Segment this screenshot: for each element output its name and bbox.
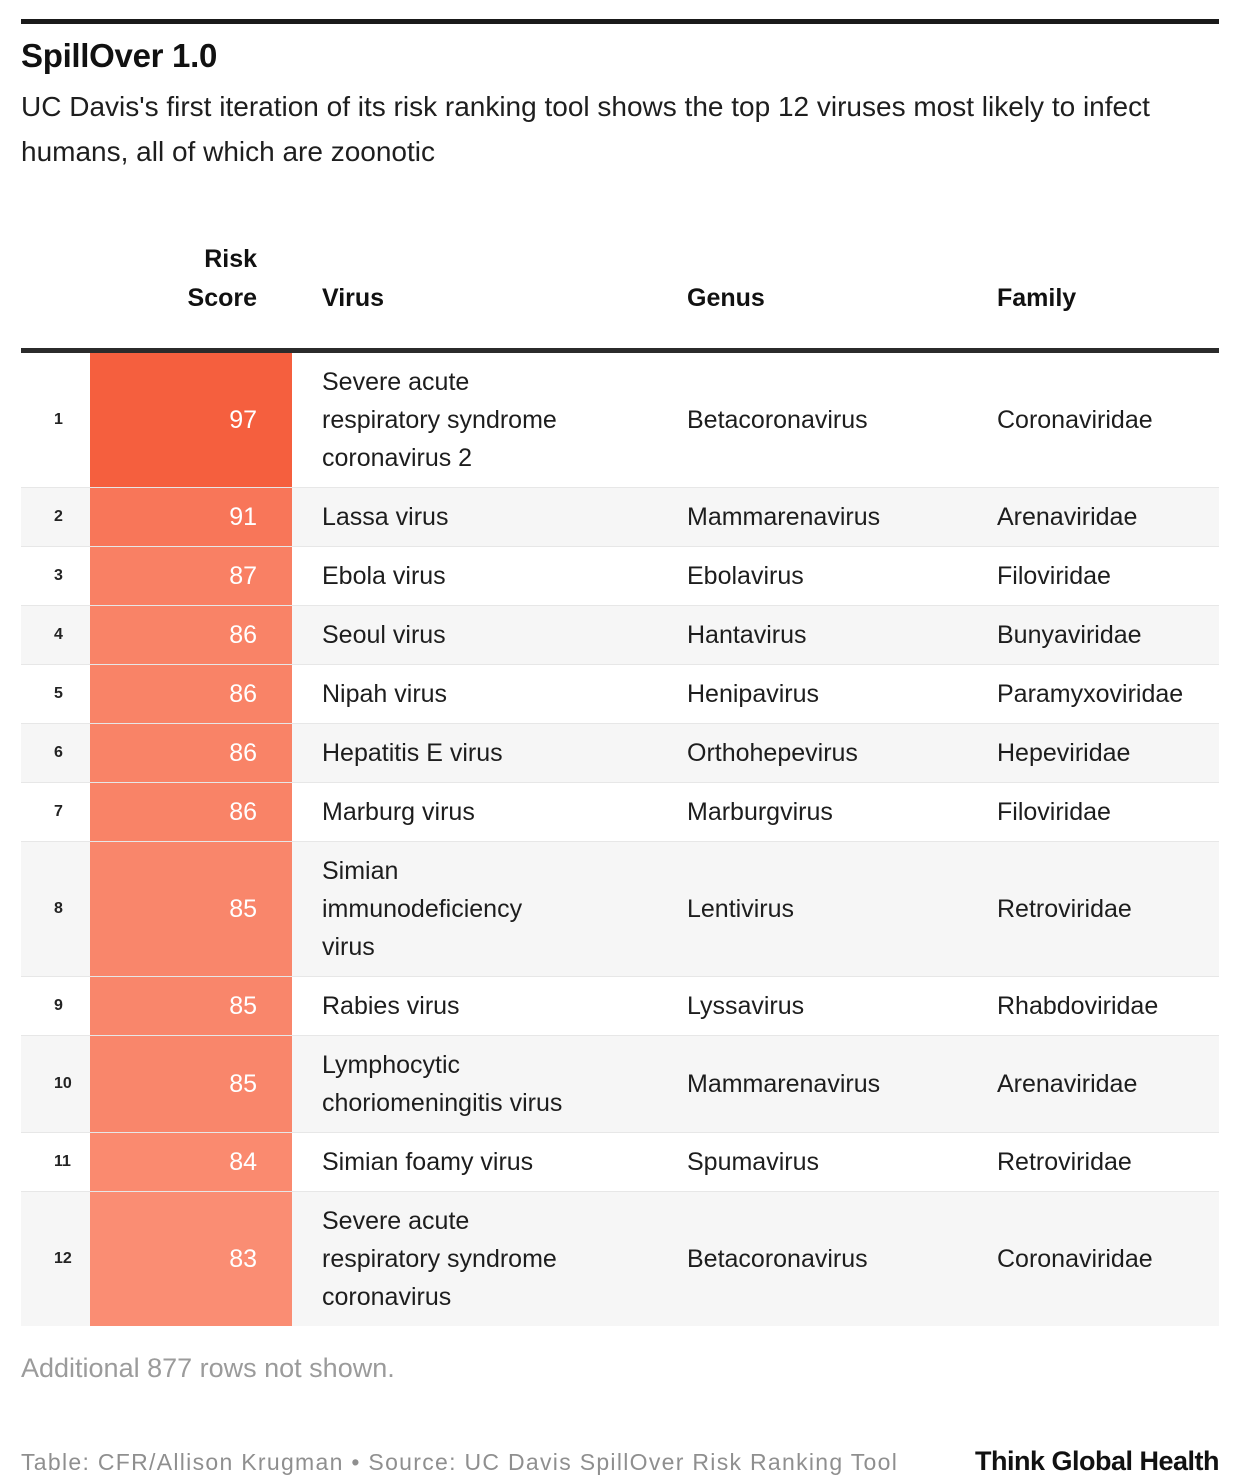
rank-label: 7: [21, 783, 90, 842]
virus-cell: [292, 665, 657, 724]
rank-label: 11: [21, 1133, 90, 1192]
table-row: [21, 724, 1219, 783]
genus-name: Marburgvirus: [657, 783, 967, 842]
score-value: 85: [229, 1070, 257, 1098]
credit-row: [21, 1446, 1219, 1477]
score-value: 87: [229, 562, 257, 590]
page-title: SpillOver 1.0: [21, 37, 218, 74]
score-bar: [90, 842, 292, 977]
infographic-canvas: [0, 19, 1240, 1475]
rank-label: 4: [21, 606, 90, 665]
family-name: Arenaviridae: [967, 488, 1219, 547]
table-row: [21, 1192, 1219, 1327]
virus-cell: [292, 351, 657, 488]
genus-name: Spumavirus: [657, 1133, 967, 1192]
table-row: [21, 1036, 1219, 1133]
rank-label: 2: [21, 488, 90, 547]
column-header-family: Family: [967, 240, 1219, 351]
family-name: Filoviridae: [967, 783, 1219, 842]
genus-name: Ebolavirus: [657, 547, 967, 606]
source-credit: Table: CFR/Allison Krugman • Source: UC Davis SpillOver Risk Ranking Tool: [21, 1449, 899, 1475]
score-value: 84: [229, 1148, 257, 1176]
virus-cell: [292, 1036, 657, 1133]
table-body: [21, 351, 1219, 1327]
family-name: Hepeviridae: [967, 724, 1219, 783]
risk-score-header-line2: Score: [187, 284, 257, 312]
table-row: [21, 977, 1219, 1036]
genus-name: Henipavirus: [657, 665, 967, 724]
virus-name: Simian foamy virus: [322, 1148, 534, 1176]
column-header-virus: Virus: [292, 240, 657, 351]
virus-name: Rabies virus: [322, 992, 460, 1020]
rank-label: 10: [21, 1036, 90, 1133]
additional-rows-note: Additional 877 rows not shown.: [21, 1353, 395, 1383]
virus-cell: [292, 977, 657, 1036]
table-row: [21, 488, 1219, 547]
rank-label: 9: [21, 977, 90, 1036]
score-value: 86: [229, 680, 257, 708]
virus-name: Ebola virus: [322, 562, 446, 590]
score-bar: [90, 1036, 292, 1133]
table-header-row: [21, 240, 1219, 351]
family-name: Retroviridae: [967, 1133, 1219, 1192]
virus-ranking-table: [21, 240, 1219, 1326]
genus-name: Mammarenavirus: [657, 1036, 967, 1133]
rank-label: 6: [21, 724, 90, 783]
family-name: Bunyaviridae: [967, 606, 1219, 665]
column-header-genus: Genus: [657, 240, 967, 351]
top-rule: [21, 19, 1219, 24]
table-row: [21, 842, 1219, 977]
score-value: 85: [229, 992, 257, 1020]
genus-name: Mammarenavirus: [657, 488, 967, 547]
score-value: 83: [229, 1245, 257, 1273]
rank-label: 12: [21, 1192, 90, 1327]
virus-cell: [292, 724, 657, 783]
genus-name: Lentivirus: [657, 842, 967, 977]
table-row: [21, 606, 1219, 665]
genus-name: Hantavirus: [657, 606, 967, 665]
score-value: 86: [229, 739, 257, 767]
score-bar: [90, 547, 292, 606]
table-header: [21, 240, 1219, 351]
genus-name: Betacoronavirus: [657, 1192, 967, 1327]
virus-name: Lymphocytic choriomeningitis virus: [322, 1051, 563, 1117]
virus-cell: [292, 1192, 657, 1327]
family-name: Arenaviridae: [967, 1036, 1219, 1133]
virus-cell: [292, 547, 657, 606]
score-bar: [90, 351, 292, 488]
score-value: 97: [229, 406, 257, 434]
virus-cell: [292, 783, 657, 842]
genus-name: Lyssavirus: [657, 977, 967, 1036]
rank-label: 1: [54, 411, 63, 428]
table-row: [21, 665, 1219, 724]
rank-label: 8: [21, 842, 90, 977]
virus-cell: [292, 1133, 657, 1192]
virus-name: Lassa virus: [322, 503, 449, 531]
virus-cell: [292, 606, 657, 665]
risk-score-header-line1: Risk: [204, 245, 257, 273]
virus-name: Marburg virus: [322, 798, 475, 826]
table-row: [21, 1133, 1219, 1192]
family-name: Filoviridae: [967, 547, 1219, 606]
score-bar: [90, 724, 292, 783]
score-bar: [90, 783, 292, 842]
score-bar: [90, 1192, 292, 1327]
family-name: Rhabdoviridae: [967, 977, 1219, 1036]
virus-cell: [292, 488, 657, 547]
virus-name: Severe acute respiratory syndrome coronavirus 2: [322, 368, 557, 472]
score-value: 91: [229, 503, 257, 531]
column-header-rank: [21, 240, 90, 351]
family-name: Paramyxoviridae: [967, 665, 1219, 724]
score-value: 85: [229, 895, 257, 923]
score-value: 86: [229, 621, 257, 649]
score-value: 86: [229, 798, 257, 826]
virus-name: Nipah virus: [322, 680, 448, 708]
virus-name: Seoul virus: [322, 621, 446, 649]
virus-cell: [292, 842, 657, 977]
column-header-risk-score: [90, 240, 292, 351]
table-row: [21, 351, 1219, 488]
virus-name: Simian immunodeficiency virus: [322, 857, 523, 961]
table-row: [21, 783, 1219, 842]
family-name: Coronaviridae: [967, 1192, 1219, 1327]
score-bar: [90, 665, 292, 724]
genus-name: Orthohepevirus: [657, 724, 967, 783]
page-subtitle: UC Davis's first iteration of its risk ranking tool shows the top 12 viruses most likely to infect humans, all of which are zoonotic: [21, 91, 1150, 167]
score-bar: [90, 1133, 292, 1192]
rank-label: 3: [21, 547, 90, 606]
genus-name: Betacoronavirus: [687, 406, 868, 434]
score-bar: [90, 606, 292, 665]
virus-name: Severe acute respiratory syndrome coronavirus: [322, 1207, 557, 1311]
table-row: [21, 547, 1219, 606]
family-name: Retroviridae: [967, 842, 1219, 977]
score-bar: [90, 977, 292, 1036]
family-name: Coronaviridae: [997, 406, 1153, 434]
rank-label: 5: [21, 665, 90, 724]
virus-name: Hepatitis E virus: [322, 739, 503, 767]
score-bar: [90, 488, 292, 547]
think-global-health-logo: Think Global Health: [974, 1446, 1219, 1476]
